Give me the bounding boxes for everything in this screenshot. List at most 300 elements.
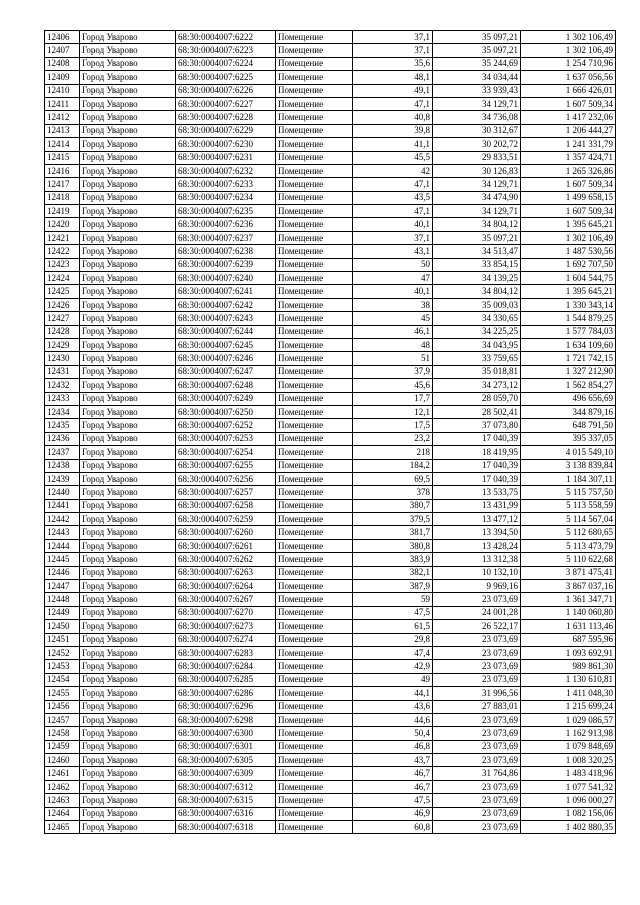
unit-value-cell: 34 043,95 (433, 338, 521, 351)
unit-value-cell: 30 126,83 (433, 164, 521, 177)
area-cell: 37,1 (353, 31, 433, 44)
row-number-cell: 12435 (45, 419, 80, 432)
locality-cell: Город Уварово (80, 553, 176, 566)
unit-value-cell: 13 394,50 (433, 526, 521, 539)
object-type-cell: Помещение (276, 620, 353, 633)
unit-value-cell: 34 129,71 (433, 205, 521, 218)
locality-cell: Город Уварово (80, 754, 176, 767)
locality-cell: Город Уварово (80, 151, 176, 164)
row-number-cell: 12426 (45, 298, 80, 311)
unit-value-cell: 35 097,21 (433, 231, 521, 244)
area-cell: 50 (353, 258, 433, 271)
cadastral-number-cell: 68:30:0004007:6316 (176, 807, 276, 820)
table-row (45, 97, 616, 110)
cadastral-value-cell: 1 544 879,25 (521, 312, 616, 325)
table-row (45, 111, 616, 124)
locality-cell: Город Уварово (80, 673, 176, 686)
locality-cell: Город Уварово (80, 312, 176, 325)
locality-cell: Город Уварово (80, 205, 176, 218)
area-cell: 380,8 (353, 539, 433, 552)
locality-cell: Город Уварово (80, 392, 176, 405)
row-number-cell: 12406 (45, 31, 80, 44)
unit-value-cell: 34 273,12 (433, 379, 521, 392)
cadastral-number-cell: 68:30:0004007:6273 (176, 620, 276, 633)
unit-value-cell: 28 502,41 (433, 405, 521, 418)
cadastral-number-cell: 68:30:0004007:6246 (176, 352, 276, 365)
row-number-cell: 12423 (45, 258, 80, 271)
unit-value-cell: 23 073,69 (433, 821, 521, 834)
locality-cell: Город Уварово (80, 459, 176, 472)
table-row (45, 245, 616, 258)
cadastral-number-cell: 68:30:0004007:6250 (176, 405, 276, 418)
row-number-cell: 12415 (45, 151, 80, 164)
cadastral-number-cell: 68:30:0004007:6286 (176, 687, 276, 700)
object-type-cell: Помещение (276, 57, 353, 70)
cadastral-number-cell: 68:30:0004007:6257 (176, 486, 276, 499)
object-type-cell: Помещение (276, 539, 353, 552)
cadastral-value-cell: 1 184 307,11 (521, 472, 616, 485)
cadastral-value-cell: 344 879,16 (521, 405, 616, 418)
area-cell: 383,9 (353, 553, 433, 566)
unit-value-cell: 13 533,75 (433, 486, 521, 499)
object-type-cell: Помещение (276, 446, 353, 459)
locality-cell: Город Уварово (80, 740, 176, 753)
area-cell: 380,7 (353, 499, 433, 512)
area-cell: 45 (353, 312, 433, 325)
cadastral-value-cell: 5 110 622,68 (521, 553, 616, 566)
unit-value-cell: 30 202,72 (433, 138, 521, 151)
row-number-cell: 12444 (45, 539, 80, 552)
row-number-cell: 12441 (45, 499, 80, 512)
row-number-cell: 12407 (45, 44, 80, 57)
table-row (45, 231, 616, 244)
cadastral-number-cell: 68:30:0004007:6267 (176, 593, 276, 606)
object-type-cell: Помещение (276, 780, 353, 793)
unit-value-cell: 31 764,86 (433, 767, 521, 780)
object-type-cell: Помещение (276, 44, 353, 57)
locality-cell: Город Уварово (80, 272, 176, 285)
row-number-cell: 12428 (45, 325, 80, 338)
table-row (45, 325, 616, 338)
row-number-cell: 12442 (45, 513, 80, 526)
cadastral-number-cell: 68:30:0004007:6248 (176, 379, 276, 392)
object-type-cell: Помещение (276, 405, 353, 418)
cadastral-value-cell: 1 607 509,34 (521, 97, 616, 110)
locality-cell: Город Уварово (80, 794, 176, 807)
row-number-cell: 12443 (45, 526, 80, 539)
cadastral-number-cell: 68:30:0004007:6300 (176, 727, 276, 740)
object-type-cell: Помещение (276, 821, 353, 834)
row-number-cell: 12409 (45, 71, 80, 84)
area-cell: 49,1 (353, 84, 433, 97)
row-number-cell: 12462 (45, 780, 80, 793)
cadastral-value-cell: 1 077 541,32 (521, 780, 616, 793)
unit-value-cell: 34 034,44 (433, 71, 521, 84)
cadastral-value-cell: 5 113 558,59 (521, 499, 616, 512)
cadastral-value-cell: 1 604 544,75 (521, 272, 616, 285)
object-type-cell: Помещение (276, 218, 353, 231)
object-type-cell: Помещение (276, 285, 353, 298)
unit-value-cell: 34 804,12 (433, 285, 521, 298)
cadastral-number-cell: 68:30:0004007:6243 (176, 312, 276, 325)
table-row (45, 673, 616, 686)
cadastral-number-cell: 68:30:0004007:6226 (176, 84, 276, 97)
unit-value-cell: 18 419,95 (433, 446, 521, 459)
table-row (45, 459, 616, 472)
cadastral-number-cell: 68:30:0004007:6234 (176, 191, 276, 204)
cadastral-value-cell: 1 562 854,27 (521, 379, 616, 392)
row-number-cell: 12464 (45, 807, 80, 820)
object-type-cell: Помещение (276, 379, 353, 392)
object-type-cell: Помещение (276, 352, 353, 365)
locality-cell: Город Уварово (80, 432, 176, 445)
row-number-cell: 12457 (45, 713, 80, 726)
area-cell: 43,6 (353, 700, 433, 713)
area-cell: 69,5 (353, 472, 433, 485)
cadastral-value-cell: 1 302 106,49 (521, 231, 616, 244)
unit-value-cell: 34 513,47 (433, 245, 521, 258)
locality-cell: Город Уварово (80, 780, 176, 793)
locality-cell: Город Уварово (80, 593, 176, 606)
object-type-cell: Помещение (276, 71, 353, 84)
locality-cell: Город Уварово (80, 660, 176, 673)
object-type-cell: Помещение (276, 258, 353, 271)
area-cell: 12,1 (353, 405, 433, 418)
cadastral-number-cell: 68:30:0004007:6249 (176, 392, 276, 405)
table-row (45, 151, 616, 164)
cadastral-value-cell: 1 411 048,30 (521, 687, 616, 700)
row-number-cell: 12445 (45, 553, 80, 566)
cadastral-value-cell: 5 115 757,50 (521, 486, 616, 499)
area-cell: 218 (353, 446, 433, 459)
object-type-cell: Помещение (276, 272, 353, 285)
unit-value-cell: 34 736,08 (433, 111, 521, 124)
cadastral-value-cell: 1 082 156,06 (521, 807, 616, 820)
unit-value-cell: 17 040,39 (433, 472, 521, 485)
cadastral-number-cell: 68:30:0004007:6241 (176, 285, 276, 298)
table-row (45, 84, 616, 97)
row-number-cell: 12427 (45, 312, 80, 325)
locality-cell: Город Уварово (80, 84, 176, 97)
unit-value-cell: 34 129,71 (433, 178, 521, 191)
object-type-cell: Помещение (276, 713, 353, 726)
unit-value-cell: 35 244,69 (433, 57, 521, 70)
cadastral-value-cell: 1 330 343,14 (521, 298, 616, 311)
table-row (45, 191, 616, 204)
unit-value-cell: 13 431,99 (433, 499, 521, 512)
table-row (45, 606, 616, 619)
unit-value-cell: 37 073,80 (433, 419, 521, 432)
cadastral-value-cell: 1 302 106,49 (521, 44, 616, 57)
area-cell: 45,6 (353, 379, 433, 392)
object-type-cell: Помещение (276, 593, 353, 606)
object-type-cell: Помещение (276, 767, 353, 780)
table-row (45, 352, 616, 365)
locality-cell: Город Уварово (80, 44, 176, 57)
cadastral-number-cell: 68:30:0004007:6305 (176, 754, 276, 767)
cadastral-value-cell: 1 634 109,60 (521, 338, 616, 351)
locality-cell: Город Уварово (80, 727, 176, 740)
locality-cell: Город Уварово (80, 486, 176, 499)
cadastral-value-cell: 1 395 645,21 (521, 285, 616, 298)
unit-value-cell: 23 073,69 (433, 807, 521, 820)
cadastral-value-cell: 1 721 742,15 (521, 352, 616, 365)
table-row (45, 553, 616, 566)
cadastral-number-cell: 68:30:0004007:6259 (176, 513, 276, 526)
cadastral-value-cell: 1 361 347,71 (521, 593, 616, 606)
area-cell: 43,5 (353, 191, 433, 204)
cadastral-value-cell: 1 607 509,34 (521, 205, 616, 218)
table-row (45, 272, 616, 285)
cadastral-value-cell: 1 093 692,91 (521, 646, 616, 659)
cadastral-value-cell: 1 357 424,71 (521, 151, 616, 164)
locality-cell: Город Уварово (80, 57, 176, 70)
table-row (45, 754, 616, 767)
unit-value-cell: 23 073,69 (433, 754, 521, 767)
cadastral-number-cell: 68:30:0004007:6237 (176, 231, 276, 244)
row-number-cell: 12447 (45, 580, 80, 593)
row-number-cell: 12430 (45, 352, 80, 365)
cadastral-number-cell: 68:30:0004007:6228 (176, 111, 276, 124)
cadastral-number-cell: 68:30:0004007:6309 (176, 767, 276, 780)
cadastral-value-cell: 1 241 331,79 (521, 138, 616, 151)
table-row (45, 713, 616, 726)
object-type-cell: Помещение (276, 178, 353, 191)
locality-cell: Город Уварово (80, 539, 176, 552)
cadastral-value-cell: 1 637 056,56 (521, 71, 616, 84)
cadastral-number-cell: 68:30:0004007:6227 (176, 97, 276, 110)
cadastral-value-cell: 1 008 320,25 (521, 754, 616, 767)
area-cell: 46,8 (353, 740, 433, 753)
cadastral-number-cell: 68:30:0004007:6274 (176, 633, 276, 646)
object-type-cell: Помещение (276, 151, 353, 164)
object-type-cell: Помещение (276, 191, 353, 204)
object-type-cell: Помещение (276, 459, 353, 472)
row-number-cell: 12433 (45, 392, 80, 405)
area-cell: 59 (353, 593, 433, 606)
cadastral-value-cell: 1 483 418,96 (521, 767, 616, 780)
area-cell: 37,9 (353, 365, 433, 378)
unit-value-cell: 31 996,56 (433, 687, 521, 700)
table-row (45, 740, 616, 753)
locality-cell: Город Уварово (80, 338, 176, 351)
table-row (45, 298, 616, 311)
unit-value-cell: 27 883,01 (433, 700, 521, 713)
area-cell: 44,1 (353, 687, 433, 700)
locality-cell: Город Уварово (80, 821, 176, 834)
cadastral-number-cell: 68:30:0004007:6318 (176, 821, 276, 834)
locality-cell: Город Уварово (80, 633, 176, 646)
object-type-cell: Помещение (276, 794, 353, 807)
locality-cell: Город Уварово (80, 218, 176, 231)
cadastral-value-cell: 1 487 530,56 (521, 245, 616, 258)
object-type-cell: Помещение (276, 807, 353, 820)
area-cell: 47,5 (353, 606, 433, 619)
object-type-cell: Помещение (276, 740, 353, 753)
table-row (45, 821, 616, 834)
object-type-cell: Помещение (276, 124, 353, 137)
cadastral-number-cell: 68:30:0004007:6264 (176, 580, 276, 593)
cadastral-value-cell: 5 114 567,04 (521, 513, 616, 526)
table-row (45, 486, 616, 499)
locality-cell: Город Уварово (80, 620, 176, 633)
unit-value-cell: 33 759,65 (433, 352, 521, 365)
object-type-cell: Помещение (276, 365, 353, 378)
cadastral-value-cell: 1 206 444,27 (521, 124, 616, 137)
row-number-cell: 12460 (45, 754, 80, 767)
unit-value-cell: 34 139,25 (433, 272, 521, 285)
area-cell: 44,6 (353, 713, 433, 726)
cadastral-value-cell: 687 595,96 (521, 633, 616, 646)
cadastral-number-cell: 68:30:0004007:6301 (176, 740, 276, 753)
table-row (45, 312, 616, 325)
cadastral-number-cell: 68:30:0004007:6261 (176, 539, 276, 552)
table-row (45, 124, 616, 137)
cadastral-value-cell: 989 861,30 (521, 660, 616, 673)
locality-cell: Город Уварово (80, 97, 176, 110)
row-number-cell: 12412 (45, 111, 80, 124)
locality-cell: Город Уварово (80, 325, 176, 338)
row-number-cell: 12429 (45, 338, 80, 351)
cadastral-value-cell: 1 302 106,49 (521, 31, 616, 44)
cadastral-value-cell: 1 666 426,01 (521, 84, 616, 97)
table-row (45, 44, 616, 57)
cadastral-number-cell: 68:30:0004007:6229 (176, 124, 276, 137)
unit-value-cell: 34 804,12 (433, 218, 521, 231)
area-cell: 40,8 (353, 111, 433, 124)
table-row (45, 258, 616, 271)
area-cell: 387,9 (353, 580, 433, 593)
row-number-cell: 12463 (45, 794, 80, 807)
table-row (45, 807, 616, 820)
cadastral-number-cell: 68:30:0004007:6263 (176, 566, 276, 579)
object-type-cell: Помещение (276, 472, 353, 485)
object-type-cell: Помещение (276, 111, 353, 124)
unit-value-cell: 9 969,16 (433, 580, 521, 593)
row-number-cell: 12417 (45, 178, 80, 191)
cadastral-value-cell: 1 096 000,27 (521, 794, 616, 807)
row-number-cell: 12413 (45, 124, 80, 137)
locality-cell: Город Уварово (80, 526, 176, 539)
unit-value-cell: 34 225,25 (433, 325, 521, 338)
cadastral-number-cell: 68:30:0004007:6233 (176, 178, 276, 191)
cadastral-value-cell: 1 631 113,46 (521, 620, 616, 633)
table-row (45, 138, 616, 151)
cadastral-number-cell: 68:30:0004007:6298 (176, 713, 276, 726)
unit-value-cell: 34 474,90 (433, 191, 521, 204)
unit-value-cell: 23 073,69 (433, 660, 521, 673)
area-cell: 40,1 (353, 285, 433, 298)
table-row (45, 566, 616, 579)
row-number-cell: 12456 (45, 700, 80, 713)
table-row (45, 794, 616, 807)
row-number-cell: 12424 (45, 272, 80, 285)
unit-value-cell: 10 132,10 (433, 566, 521, 579)
locality-cell: Город Уварово (80, 419, 176, 432)
table-row (45, 392, 616, 405)
object-type-cell: Помещение (276, 164, 353, 177)
locality-cell: Город Уварово (80, 472, 176, 485)
object-type-cell: Помещение (276, 392, 353, 405)
row-number-cell: 12432 (45, 379, 80, 392)
locality-cell: Город Уварово (80, 124, 176, 137)
row-number-cell: 12416 (45, 164, 80, 177)
cadastral-number-cell: 68:30:0004007:6284 (176, 660, 276, 673)
object-type-cell: Помещение (276, 754, 353, 767)
area-cell: 39,8 (353, 124, 433, 137)
table-row (45, 580, 616, 593)
cadastral-number-cell: 68:30:0004007:6232 (176, 164, 276, 177)
cadastral-number-cell: 68:30:0004007:6256 (176, 472, 276, 485)
cadastral-value-cell: 395 337,05 (521, 432, 616, 445)
row-number-cell: 12419 (45, 205, 80, 218)
cadastral-number-cell: 68:30:0004007:6236 (176, 218, 276, 231)
cadastral-value-cell: 648 791,50 (521, 419, 616, 432)
unit-value-cell: 13 428,24 (433, 539, 521, 552)
object-type-cell: Помещение (276, 687, 353, 700)
area-cell: 17,7 (353, 392, 433, 405)
cadastral-value-table (44, 30, 616, 834)
cadastral-number-cell: 68:30:0004007:6262 (176, 553, 276, 566)
row-number-cell: 12437 (45, 446, 80, 459)
table-row (45, 660, 616, 673)
cadastral-number-cell: 68:30:0004007:6225 (176, 71, 276, 84)
locality-cell: Город Уварово (80, 245, 176, 258)
locality-cell: Город Уварово (80, 191, 176, 204)
row-number-cell: 12414 (45, 138, 80, 151)
table-row (45, 526, 616, 539)
table-row (45, 405, 616, 418)
area-cell: 23,2 (353, 432, 433, 445)
row-number-cell: 12446 (45, 566, 80, 579)
unit-value-cell: 23 073,69 (433, 780, 521, 793)
table-row (45, 593, 616, 606)
unit-value-cell: 13 477,12 (433, 513, 521, 526)
unit-value-cell: 23 073,69 (433, 593, 521, 606)
cadastral-number-cell: 68:30:0004007:6270 (176, 606, 276, 619)
object-type-cell: Помещение (276, 499, 353, 512)
row-number-cell: 12453 (45, 660, 80, 673)
row-number-cell: 12431 (45, 365, 80, 378)
area-cell: 17,5 (353, 419, 433, 432)
area-cell: 47,4 (353, 646, 433, 659)
cadastral-value-cell: 1 395 645,21 (521, 218, 616, 231)
area-cell: 47,1 (353, 205, 433, 218)
cadastral-value-cell: 1 029 086,57 (521, 713, 616, 726)
area-cell: 47,5 (353, 794, 433, 807)
row-number-cell: 12418 (45, 191, 80, 204)
row-number-cell: 12438 (45, 459, 80, 472)
cadastral-value-cell: 496 656,69 (521, 392, 616, 405)
unit-value-cell: 29 833,51 (433, 151, 521, 164)
row-number-cell: 12455 (45, 687, 80, 700)
area-cell: 37,1 (353, 231, 433, 244)
object-type-cell: Помещение (276, 419, 353, 432)
cadastral-value-cell: 1 499 658,15 (521, 191, 616, 204)
cadastral-number-cell: 68:30:0004007:6230 (176, 138, 276, 151)
cadastral-number-cell: 68:30:0004007:6240 (176, 272, 276, 285)
locality-cell: Город Уварово (80, 111, 176, 124)
locality-cell: Город Уварово (80, 513, 176, 526)
object-type-cell: Помещение (276, 553, 353, 566)
area-cell: 48 (353, 338, 433, 351)
object-type-cell: Помещение (276, 606, 353, 619)
area-cell: 35,6 (353, 57, 433, 70)
area-cell: 42 (353, 164, 433, 177)
locality-cell: Город Уварово (80, 566, 176, 579)
cadastral-value-cell: 1 402 880,35 (521, 821, 616, 834)
object-type-cell: Помещение (276, 526, 353, 539)
